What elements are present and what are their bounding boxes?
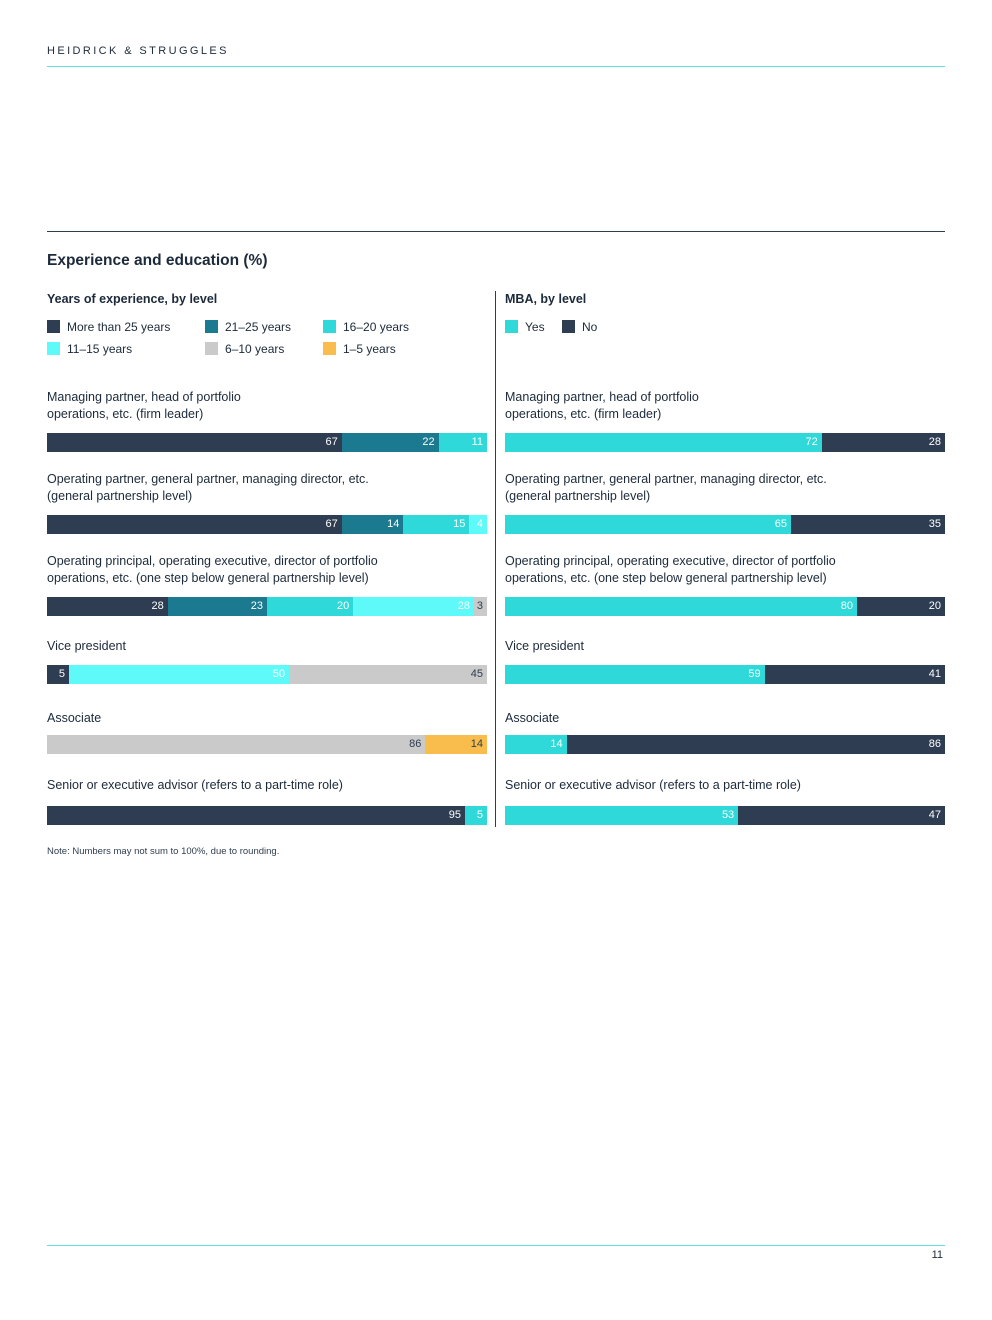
category-label: Managing partner, head of portfolio operations, etc. (firm leader) <box>505 390 699 421</box>
category-label: Vice president <box>47 639 126 653</box>
category-label: Senior or executive advisor (refers to a part-time role) <box>47 778 343 792</box>
bar-segment-16-20-years <box>403 515 469 534</box>
bar-segment-yes <box>505 735 567 754</box>
bar-segment-no <box>765 665 945 684</box>
bar-segment-no <box>822 433 945 452</box>
data-label: 20 <box>337 600 350 612</box>
bar-segment-11-15-years <box>69 665 289 684</box>
stacked-bar <box>47 665 487 684</box>
legend-label: More than 25 years <box>67 320 171 334</box>
category-label: Operating partner, general partner, managing director, etc. (general partnership level) <box>47 472 369 503</box>
footer-rule <box>47 1245 945 1246</box>
bar-segment-yes <box>505 515 791 534</box>
data-label: 67 <box>325 436 338 448</box>
data-label: 14 <box>470 738 483 750</box>
bar-segment-yes <box>505 433 822 452</box>
mba-chart <box>505 292 945 821</box>
stacked-bar <box>47 515 487 534</box>
bar-segment-no <box>857 597 945 616</box>
legend-swatch <box>505 320 518 333</box>
legend-swatch <box>323 320 336 333</box>
bar-segment-no <box>567 735 945 754</box>
footnote: Note: Numbers may not sum to 100%, due to rounding. <box>47 846 280 857</box>
experience-chart-title: Years of experience, by level <box>47 292 218 306</box>
category-label: Senior or executive advisor (refers to a part-time role) <box>505 778 801 792</box>
bar-segment-6-10-years <box>289 665 487 684</box>
data-label: 14 <box>550 738 563 750</box>
header-rule <box>47 66 945 67</box>
category-label: Managing partner, head of portfolio operations, etc. (firm leader) <box>47 390 241 421</box>
legend-label: 1–5 years <box>343 342 396 356</box>
data-label: 80 <box>840 600 853 612</box>
data-label: 86 <box>928 738 941 750</box>
panel-divider <box>495 291 496 827</box>
data-label: 22 <box>422 436 435 448</box>
data-label: 28 <box>457 600 471 612</box>
legend-item-more-than-25-years <box>47 320 170 334</box>
stacked-bar <box>505 665 945 684</box>
bar-segment-more-than-25-years <box>47 433 342 452</box>
data-label: 53 <box>721 809 735 821</box>
legend-item-1-5-years <box>323 342 396 356</box>
bar-segment-16-20-years <box>267 597 353 616</box>
bar-segment-21-25-years <box>342 433 439 452</box>
data-label: 45 <box>470 668 483 680</box>
legend-label: 11–15 years <box>67 342 133 356</box>
data-label: 5 <box>476 809 483 821</box>
category-label: Operating partner, general partner, managing director, etc. (general partnership level) <box>505 472 827 503</box>
bar-segment-21-25-years <box>342 515 404 534</box>
stacked-bar <box>47 597 487 616</box>
category-label: Operating principal, operating executive, director of portfolio operations, etc. (one step below general partnership level) <box>505 554 836 585</box>
stacked-bar <box>47 806 487 825</box>
data-label: 14 <box>387 518 400 530</box>
data-label: 3 <box>476 600 483 612</box>
stacked-bar <box>505 735 945 754</box>
mba-chart-title: MBA, by level <box>505 292 587 306</box>
legend-item-11-15-years <box>47 342 132 356</box>
legend-swatch <box>323 342 336 355</box>
data-label: 50 <box>272 668 285 680</box>
legend-label: 16–20 years <box>343 320 410 334</box>
legend-item-no <box>562 320 597 334</box>
data-label: 28 <box>151 600 164 612</box>
data-label: 20 <box>928 600 941 612</box>
bar-segment-yes <box>505 665 765 684</box>
section-rule <box>47 231 945 232</box>
category-label: Operating principal, operating executive, director of portfolio operations, etc. (one step below general partnership level) <box>47 554 378 585</box>
data-label: 67 <box>325 518 338 530</box>
legend-item-21-25-years <box>205 320 291 334</box>
data-label: 72 <box>805 436 818 448</box>
bar-segment-11-15-years <box>353 597 474 616</box>
legend-label: 6–10 years <box>225 342 285 356</box>
category-label: Associate <box>47 711 102 725</box>
data-label: 28 <box>928 436 941 448</box>
legend-swatch <box>205 320 218 333</box>
bar-segment-more-than-25-years <box>47 806 465 825</box>
data-label: 47 <box>928 809 941 821</box>
legend-swatch <box>205 342 218 355</box>
bar-segment-1-5-years <box>425 735 487 754</box>
section-title: Experience and education (%) <box>47 252 268 269</box>
legend-label: 21–25 years <box>225 320 292 334</box>
data-label: 95 <box>448 809 461 821</box>
category-label: Vice president <box>505 639 584 653</box>
stacked-bar <box>47 735 487 754</box>
bar-segment-yes <box>505 597 857 616</box>
page-number: 11 <box>931 1249 943 1261</box>
bar-segment-more-than-25-years <box>47 515 342 534</box>
stacked-bar <box>505 806 945 825</box>
bar-segment-no <box>791 515 945 534</box>
data-label: 15 <box>453 518 466 530</box>
bar-segment-more-than-25-years <box>47 597 168 616</box>
bar-segment-more-than-25-years <box>47 665 69 684</box>
data-label: 35 <box>928 518 941 530</box>
bar-segment-21-25-years <box>168 597 267 616</box>
bar-segment-yes <box>505 806 738 825</box>
data-label: 86 <box>409 738 422 750</box>
legend-item-yes <box>505 320 545 334</box>
brand-logo-text: HEIDRICK & STRUGGLES <box>47 45 229 57</box>
bar-segment-no <box>738 806 945 825</box>
legend-item-6-10-years <box>205 342 284 356</box>
experience-chart <box>47 292 487 821</box>
data-label: 11 <box>471 436 483 448</box>
bar-segment-16-20-years <box>439 433 487 452</box>
data-label: 41 <box>928 668 941 680</box>
stacked-bar <box>47 433 487 452</box>
stacked-bar <box>505 597 945 616</box>
legend-swatch <box>47 320 60 333</box>
bar-segment-6-10-years <box>474 597 487 616</box>
legend-label: Yes <box>525 320 545 334</box>
bar-segment-6-10-years <box>47 735 425 754</box>
data-label: 23 <box>250 600 263 612</box>
category-label: Associate <box>505 711 560 725</box>
data-label: 5 <box>58 668 65 680</box>
stacked-bar <box>505 433 945 452</box>
data-label: 59 <box>748 668 761 680</box>
legend-swatch <box>562 320 575 333</box>
bar-segment-11-15-years <box>469 515 487 534</box>
legend-item-16-20-years <box>323 320 409 334</box>
data-label: 65 <box>774 518 787 530</box>
stacked-bar <box>505 515 945 534</box>
legend-label: No <box>582 320 598 334</box>
bar-segment-16-20-years <box>465 806 487 825</box>
data-label: 4 <box>476 518 483 530</box>
legend-swatch <box>47 342 60 355</box>
